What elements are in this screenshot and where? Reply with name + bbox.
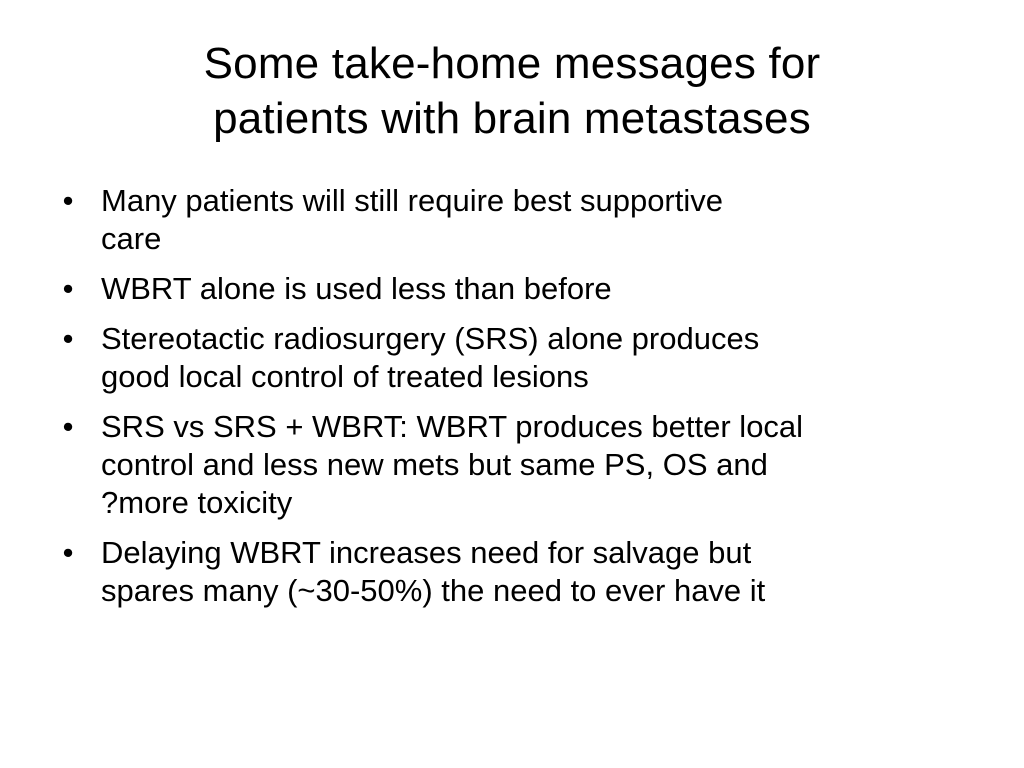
bullet-dot-icon: • bbox=[62, 183, 74, 218]
bullet-list bbox=[58, 182, 958, 622]
bullet-text bbox=[101, 270, 958, 308]
bullet-dot-icon: • bbox=[62, 409, 74, 444]
bullet-text-line: SRS vs SRS + WBRT: WBRT produces better local bbox=[101, 409, 804, 444]
slide-title bbox=[60, 36, 964, 146]
bullet-text-line: spares many (~30-50%) the need to ever have it bbox=[101, 573, 766, 608]
bullet-text-line: Delaying WBRT increases need for salvage but bbox=[101, 535, 752, 570]
bullet-text-line: Many patients will still require best supportive bbox=[101, 183, 723, 218]
bullet-text-line: Stereotactic radiosurgery (SRS) alone produces bbox=[101, 321, 760, 356]
bullet-text-line: control and less new mets but same PS, OS and bbox=[101, 447, 768, 482]
bullet-item bbox=[58, 182, 958, 258]
bullet-item bbox=[58, 320, 958, 396]
bullet-text-line: good local control of treated lesions bbox=[101, 359, 589, 394]
bullet-dot-icon: • bbox=[62, 535, 74, 570]
slide-title-line: patients with brain metastases bbox=[213, 94, 811, 143]
bullet-text bbox=[101, 408, 958, 522]
slide-title-line: Some take-home messages for bbox=[203, 39, 821, 88]
bullet-text bbox=[101, 320, 958, 396]
bullet-text-line: WBRT alone is used less than before bbox=[101, 271, 612, 306]
bullet-dot-icon: • bbox=[62, 271, 74, 306]
bullet-item bbox=[58, 270, 958, 308]
bullet-item bbox=[58, 408, 958, 522]
bullet-text-line: ?more toxicity bbox=[101, 485, 293, 520]
bullet-text bbox=[101, 182, 958, 258]
bullet-item bbox=[58, 534, 958, 610]
bullet-text bbox=[101, 534, 958, 610]
bullet-dot-icon: • bbox=[62, 321, 74, 356]
bullet-text-line: care bbox=[101, 221, 162, 256]
